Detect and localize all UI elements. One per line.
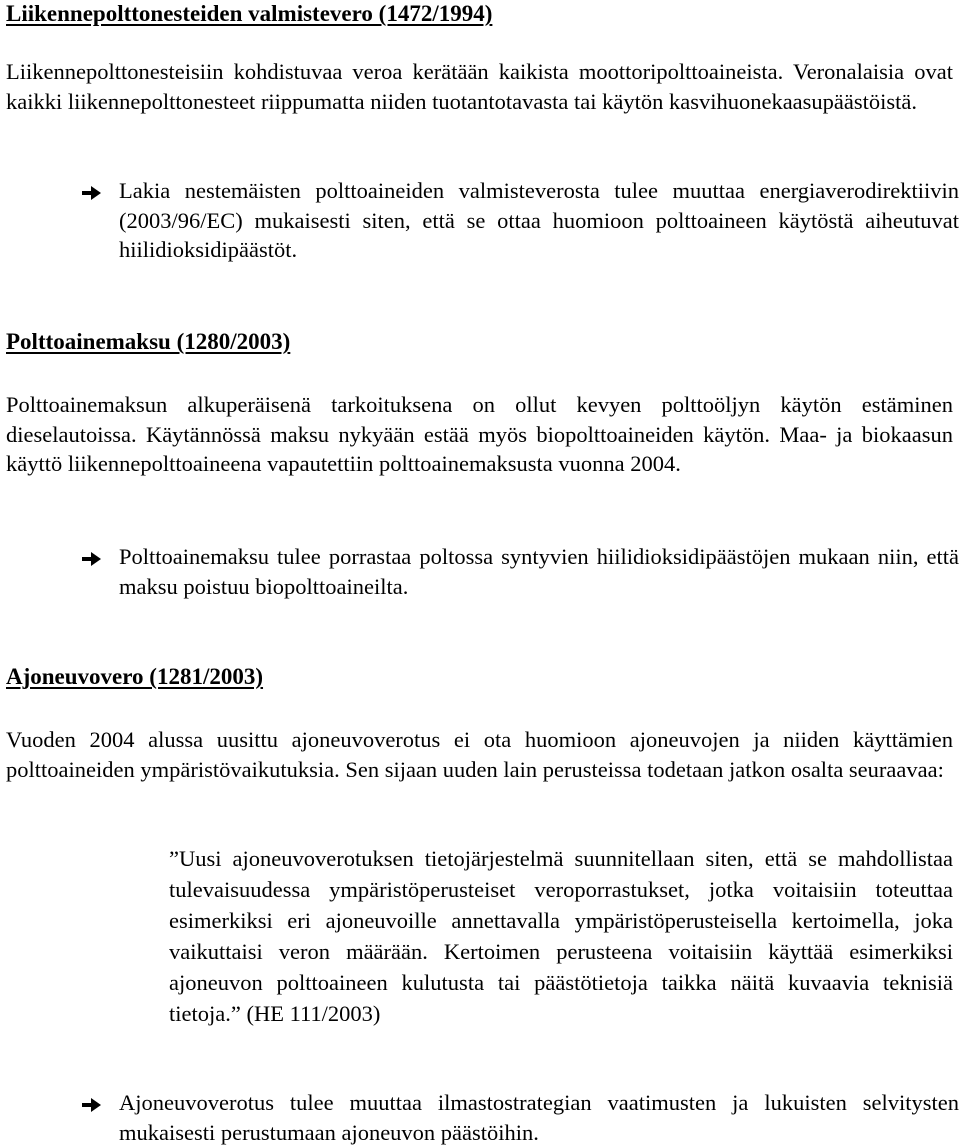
paragraph-vehicle-tax: Vuoden 2004 alussa uusittu ajoneuvoverotus ei ota huomioon ajoneuvojen ja niiden käyttämien polttoaineiden ympäristövaikutuksia. Sen sijaan uuden lain perusteissa todetaan jatkon osalta seuraavaa: [6, 727, 953, 782]
section-heading-fuel-excise: Liikennepolttonesteiden valmistevero (1472/1994) [6, 1, 493, 26]
quote-block: ”Uusi ajoneuvoverotuksen tietojärjestelmä suunnitellaan siten, että se mahdollistaa tulevaisuudessa ympäristöperusteiset veroporrastukset, jotka voitaisiin toteuttaa esimerkiksi eri ajoneuvoille annettavalla ympäristöperusteisella kertoimella, joka vaikuttaisi veron määrään. Kertoimen perusteena voitaisiin käyttää esimerkiksi ajoneuvon polttoaineen kulutusta tai päästötietoja taikka näitä kuvaavia teknisiä tietoja.” (HE 111/2003) [169, 846, 953, 1026]
right-arrow-icon [82, 552, 101, 566]
bullet-vehicle-tax [6, 1088, 959, 1147]
right-arrow-icon [82, 1098, 101, 1112]
right-arrow-icon [82, 186, 101, 200]
bullet-text: Lakia nestemäisten polttoaineiden valmisteverosta tulee muuttaa energiaverodirektiivin (2003/96/EC) mukaisesti siten, että se ottaa huomioon polttoaineen käytöstä aiheutuvat hiilidioksidipäästöt. [119, 178, 959, 263]
bullet-fuel-excise [6, 176, 959, 265]
bullet-fuel-fee [6, 542, 959, 601]
section-heading-vehicle-tax: Ajoneuvovero (1281/2003) [6, 664, 264, 689]
section-heading-fuel-fee: Polttoainemaksu (1280/2003) [6, 329, 291, 354]
bullet-text: Polttoainemaksu tulee porrastaa poltossa syntyvien hiilidioksidipäästöjen mukaan niin, että maksu poistuu biopolttoaineilta. [119, 544, 959, 599]
paragraph-fuel-excise: Liikennepolttonesteisiin kohdistuvaa veroa kerätään kaikista moottoripolttoaineista. Veronalaisia ovat kaikki liikennepolttonesteet riippumatta niiden tuotantotavasta tai käytön kasvihuonekaasupäästöistä. [6, 59, 953, 114]
paragraph-fuel-fee: Polttoainemaksun alkuperäisenä tarkoituksena on ollut kevyen polttoöljyn käytön estäminen dieselautoissa. Käytännössä maksu nykyään estää myös biopolttoaineiden käytön. Maa- ja biokaasun käyttö liikennepolttoaineena vapautettiin polttoainemaksusta vuonna 2004. [6, 392, 953, 477]
bullet-text: Ajoneuvoverotus tulee muuttaa ilmastostrategian vaatimusten ja lukuisten selvitysten mukaisesti perustumaan ajoneuvon päästöihin. [119, 1090, 959, 1145]
